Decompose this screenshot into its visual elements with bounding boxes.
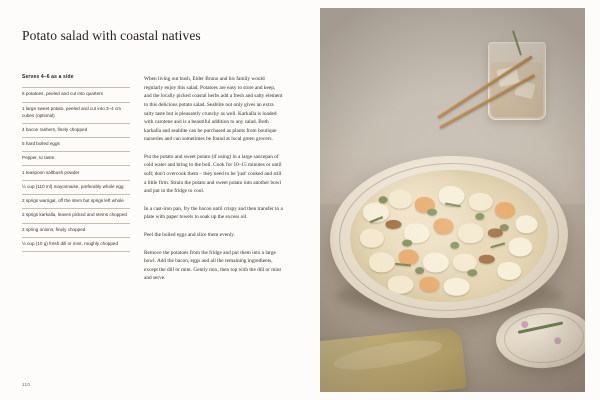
list-item: 1 teaspoon saltbush powder: [22, 166, 130, 180]
serves-label: Serves 4–6 as a side: [22, 74, 74, 81]
photo-vignette: [320, 8, 585, 392]
list-item: 6 potatoes, peeled and cut into quarters: [22, 88, 130, 102]
method-paragraph: In a cast-iron pan, fry the bacon until crispy and then transfer to a plate with paper towels to soak up the excess oil.: [144, 205, 283, 221]
photo-page: [300, 0, 600, 400]
method-paragraph: Put the potato and sweet potato (if using) in a large saucepan of cold water and bring to the boil. Cook for 10–15 minutes or until soft; don't overcook them – they need to be 'just' cooked and still a little firm. Strain the potato and sweet potato into another bowl and put in the fridge to cool.: [144, 153, 282, 195]
list-item: 2 spring onions, finely chopped: [22, 224, 130, 238]
method-paragraph: Remove the potatoes from the fridge and put them into a large bowl. Add the bacon, eggs and all the remaining ingredients, except the dill or mint. Gently mix, then top with the dill or mint and serve.: [144, 249, 281, 282]
list-item: Pepper, to taste: [22, 152, 130, 166]
list-item: 2 sprigs warrigal, off the stem but sprigs left whole: [22, 195, 130, 209]
method-column: [144, 74, 284, 283]
list-item: 4 bacon rashers, finely chopped: [22, 124, 130, 138]
page-title: Potato salad with coastal natives: [22, 28, 201, 43]
list-item: 1 large sweet potato, peeled and cut into 3–4 cm cubes (optional): [22, 103, 130, 124]
food-photograph: [320, 8, 585, 392]
list-item: ½ cup (110 ml) mayonnaise, preferably whole egg: [22, 181, 130, 195]
content-columns: [22, 74, 283, 283]
method-paragraph: When living out bush, Elder Bruno and his family would regularly enjoy this salad. Potatoes are easy to store and keep, and the locally picked coastal herbs add a fresh and salty element to this delicious potato salad. Seablite not only gives an extra salty taste but is pleasantly crunchy as well. Karkalla is loaded with carotene and is a beautiful addition to any salad. Both karkalla and seablite can be purchased as plants from boutique nurseries and can sometimes be found at local green grocers.: [144, 76, 283, 143]
ingredients-list: [22, 87, 130, 252]
page-number: 110: [22, 382, 31, 387]
method-paragraph: Peel the boiled eggs and slice them evenly.: [144, 231, 235, 238]
list-item: 2 sprigs karkalla, leaves picked and stems chopped: [22, 209, 130, 223]
ingredients-column: [22, 74, 130, 252]
list-item: ½ cup (10 g) fresh dill or mint, roughly chopped: [22, 238, 130, 252]
list-item: 5 hard boiled eggs: [22, 138, 130, 152]
